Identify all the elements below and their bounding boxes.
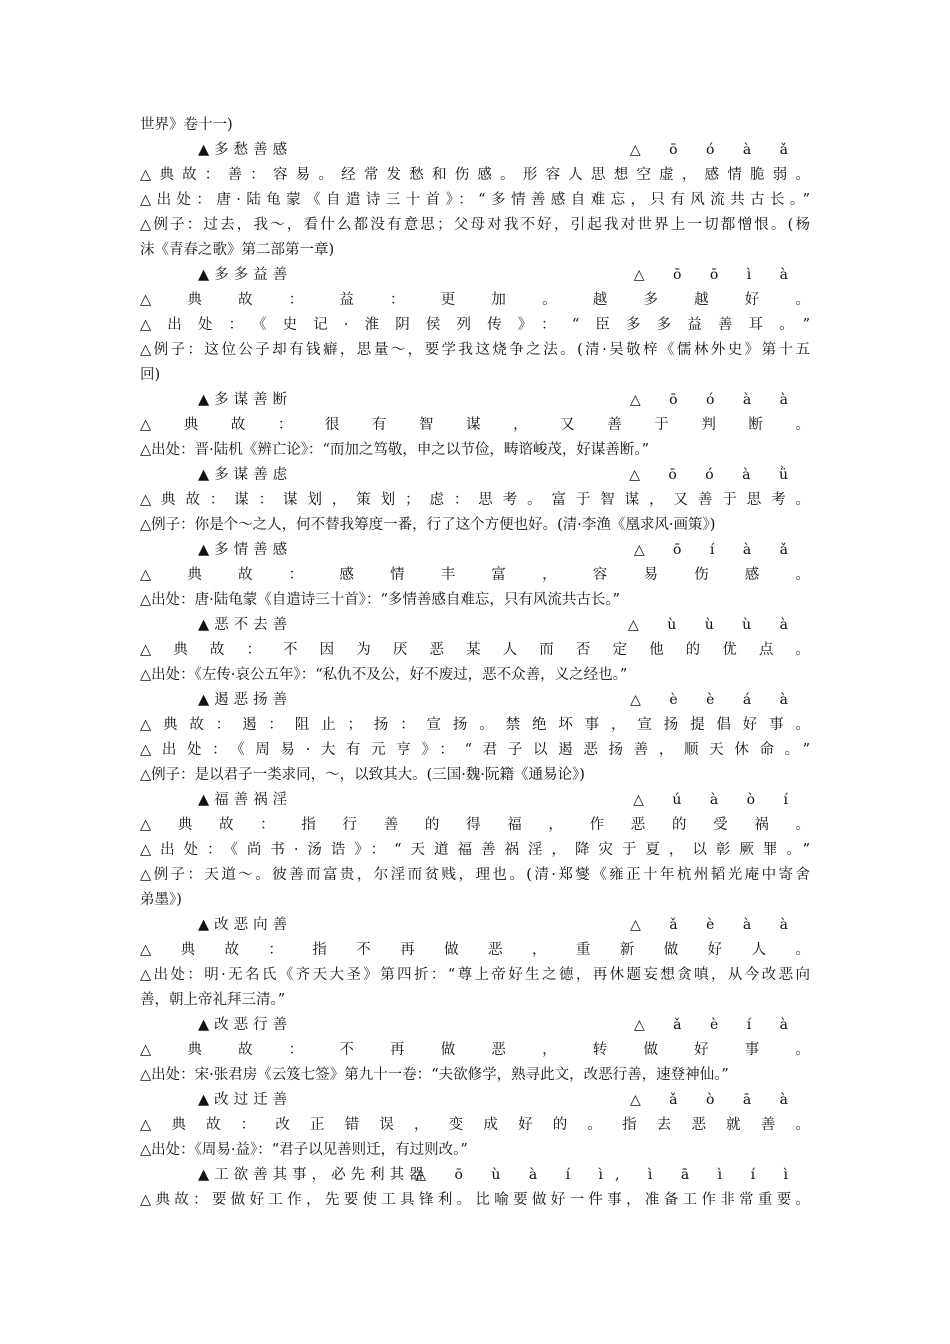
idiom-heading xyxy=(140,463,810,488)
idiom-heading xyxy=(140,388,810,413)
idiom-title: ▲改恶行善 xyxy=(198,1017,293,1033)
body-line: △ 典 故 ： 指 不 再 做 恶 ， 重 新 做 好 人 。 xyxy=(140,942,810,958)
idiom-pinyin: △ ú à ò í xyxy=(633,792,800,808)
idiom-heading xyxy=(140,138,810,163)
idiom-heading xyxy=(140,1088,810,1113)
idiom-heading xyxy=(140,788,810,813)
body-line: △出处：《周易·大有元亨》：“君子以遏恶扬善，顺天休命。” xyxy=(140,742,810,758)
body-line: △出处：明·无名氏《齐天大圣》第四折：“尊上帝好生之德，再休题妄想贪嗔，从今改恶向 xyxy=(140,967,810,983)
body-line: 善，朝上帝礼拜三清。” xyxy=(140,992,286,1008)
idiom-title: ▲改过迁善 xyxy=(198,1092,293,1108)
body-line: △ 典 故 ： 不 因 为 厌 恶 某 人 而 否 定 他 的 优 点 。 xyxy=(140,642,810,658)
idiom-pinyin: △ ō ù à í ì, ì ā ì í ì xyxy=(415,1167,800,1183)
idiom-title: ▲改恶向善 xyxy=(198,917,293,933)
idiom-pinyin: △ ù ù ù à xyxy=(628,617,800,633)
idiom-pinyin: △ ō ó à à xyxy=(629,392,800,408)
body-line: 回) xyxy=(140,367,161,383)
idiom-title: ▲工欲善其事，必先利其器 xyxy=(198,1167,429,1183)
idiom-pinyin: △ è è á à xyxy=(630,692,800,708)
body-line: △ 典 故 ： 不 再 做 恶 ， 转 做 好 事 。 xyxy=(140,1042,810,1058)
body-line: △出处：《史记·淮阴侯列传》：“臣多多益善耳。” xyxy=(140,317,810,333)
body-line: △出处：唐·陆龟蒙《自遣诗三十首》：“多情善感自难忘，只有风流共古长。” xyxy=(140,592,621,608)
idiom-title: ▲多愁善感 xyxy=(198,142,293,158)
body-line: △ 典 故 ： 很 有 智 谋 ， 又 善 于 判 断 。 xyxy=(140,417,810,433)
idiom-title: ▲多谋善虑 xyxy=(198,467,293,483)
body-line: △出处：《左传·哀公五年》：“私仇不及公，好不废过，恶不众善，义之经也。” xyxy=(140,667,628,683)
idiom-title: ▲多谋善断 xyxy=(198,392,293,408)
body-line: △典故：谋：谋划，策划；虑：思考。富于智谋，又善于思考。 xyxy=(140,492,810,508)
idiom-heading xyxy=(140,1013,810,1038)
idiom-heading xyxy=(140,538,810,563)
body-line: △ 典 故 ： 指 行 善 的 得 福 ， 作 恶 的 受 祸 。 xyxy=(140,817,810,833)
idiom-pinyin: △ ǎ ò ā à xyxy=(629,1092,800,1108)
body-line: 世界》卷十一) xyxy=(140,117,233,133)
document-page xyxy=(140,113,810,1213)
body-line: △ 典 故 ： 改 正 错 误 ， 变 成 好 的 。 指 去 恶 就 善 。 xyxy=(140,1117,810,1133)
body-line: △出处：《尚书·汤诰》：“天道福善祸淫，降灾于夏，以彰厥罪。” xyxy=(140,842,810,858)
body-line: △ 典 故 ： 益 ： 更 加 。 越 多 越 好 。 xyxy=(140,292,810,308)
body-line: △例子：这位公子却有钱癖，思量～，要学我这烧争之法。(清·吴敬梓《儒林外史》第十五 xyxy=(140,342,810,358)
idiom-title: ▲遏恶扬善 xyxy=(198,692,293,708)
body-line: △出处：《周易·益》：“君子以见善则迁，有过则改。” xyxy=(140,1142,468,1158)
idiom-pinyin: △ ō í à ǎ xyxy=(633,542,800,558)
idiom-pinyin: △ ō ó à ǎ xyxy=(629,142,800,158)
body-line: △出处：宋·张君房《云笈七签》第九十一卷：“夫欲修学，熟寻此文，改恶行善，速登神仙。” xyxy=(140,1067,729,1083)
body-line: 沫《青春之歌》第二部第一章) xyxy=(140,242,335,258)
idiom-pinyin: △ ǎ è à à xyxy=(630,917,800,933)
idiom-title: ▲多情善感 xyxy=(198,542,293,558)
idiom-pinyin: △ ō ō ì à xyxy=(633,267,800,283)
body-line: △例子：你是个～之人，何不替我筹度一番，行了这个方便也好。(清·李渔《凰求风·画策》) xyxy=(140,517,716,533)
idiom-pinyin: △ ō ó à ǜ xyxy=(629,467,800,483)
body-line: △出处：晋·陆机《辨亡论》：“而加之笃敬，申之以节俭，畴谘峻茂，好谋善断。” xyxy=(140,442,650,458)
body-line: △典故：善：容易。经常发愁和伤感。形容人思想空虚，感情脆弱。 xyxy=(140,167,810,183)
idiom-heading xyxy=(140,1163,810,1188)
body-line: △例子：过去，我～，看什么都没有意思；父母对我不好，引起我对世界上一切都憎恨。(杨 xyxy=(140,217,810,233)
body-line: 弟墨》) xyxy=(140,892,182,908)
idiom-heading xyxy=(140,913,810,938)
idiom-title: ▲恶不去善 xyxy=(198,617,293,633)
idiom-heading xyxy=(140,688,810,713)
idiom-heading xyxy=(140,263,810,288)
body-line: △ 典 故 ： 感 情 丰 富 ， 容 易 伤 感 。 xyxy=(140,567,810,583)
body-line: △例子：天道～。彼善而富贵，尔淫而贫贱，理也。(清·郑燮《雍正十年杭州韬光庵中寄舍 xyxy=(140,867,810,883)
body-line: △例子：是以君子一类求同，～，以致其大。(三国·魏·阮籍《通易论》) xyxy=(140,767,585,783)
body-line: △出处：唐·陆龟蒙《自遣诗三十首》：“多情善感自难忘，只有风流共古长。” xyxy=(140,192,810,208)
idiom-title: ▲福善祸淫 xyxy=(198,792,293,808)
body-line: △典故：遏：阻止；扬：宣扬。禁绝坏事，宣扬提倡好事。 xyxy=(140,717,810,733)
idiom-title: ▲多多益善 xyxy=(198,267,293,283)
body-line: △典故：要做好工作，先要使工具锋利。比喻要做好一件事，准备工作非常重要。 xyxy=(140,1192,810,1208)
idiom-pinyin: △ ǎ è í à xyxy=(633,1017,800,1033)
idiom-heading xyxy=(140,613,810,638)
